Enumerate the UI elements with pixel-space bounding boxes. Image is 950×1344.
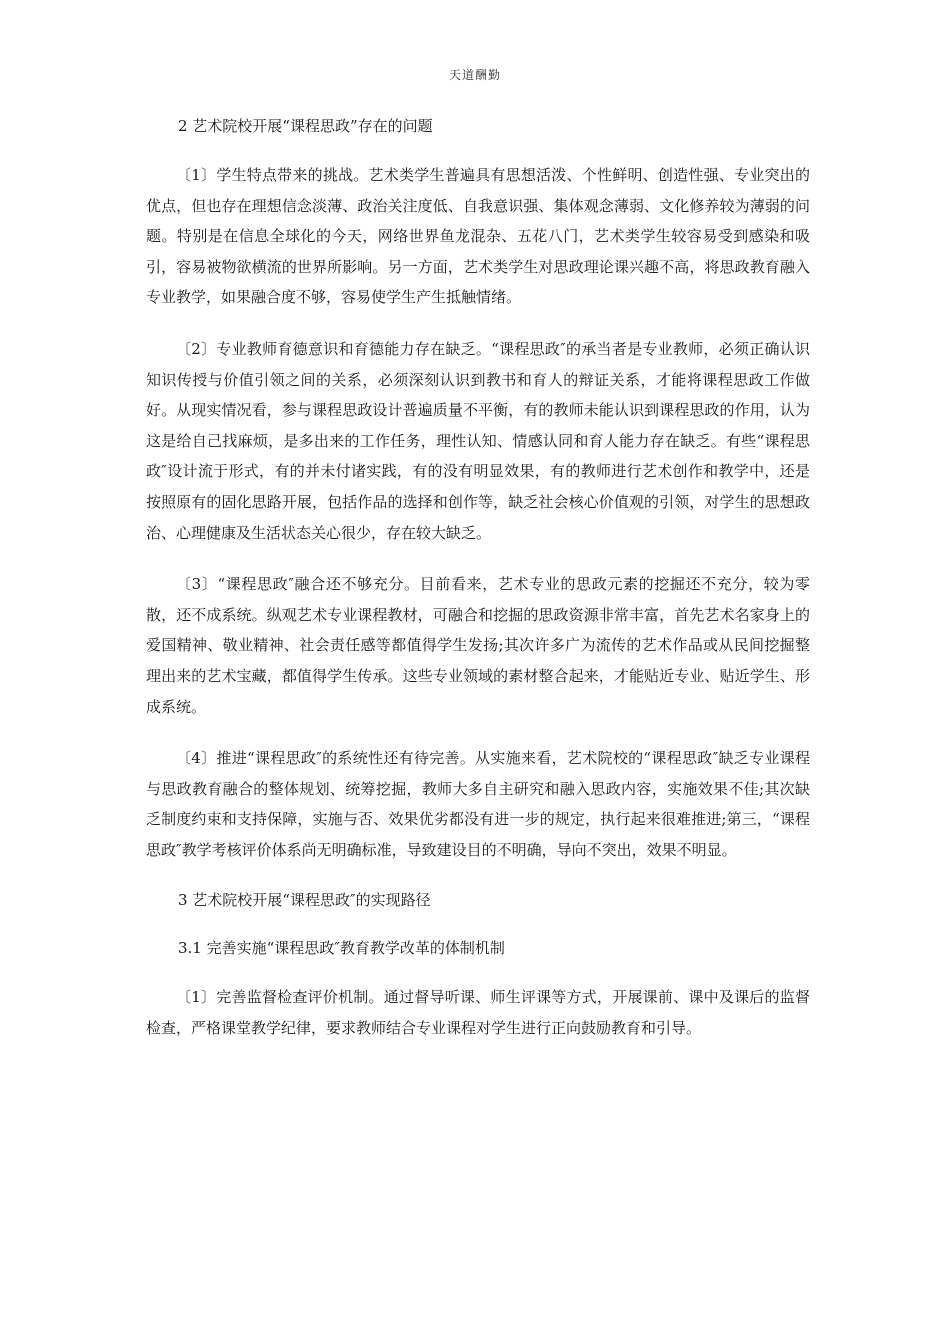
subsection-heading-3-1: 3.1 完善实施“课程思政″教育教学改革的体制机制 <box>178 939 505 958</box>
section-heading-2: 2 艺术院校开展“课程思政”存在的问题 <box>178 117 433 135</box>
paragraph-integration: 〔3〕“课程思政″融合还不够充分。目前看来，艺术专业的思政元素的挖掘还不充分，较为零散，还不成系统。纵观艺术专业课程教材，可融合和挖掘的思政资源非常丰富，首先艺术名家身上的爱国精神、敬业精神、社会责任感等都值得学生发扬;其次许多广为流传的艺术作品或从民间挖掘整理出来的艺术宝藏，都值得学生传承。这些专业领域的素材整合起来，才能贴近专业、贴近学生、形成系统。 <box>146 575 810 716</box>
paragraph-teacher-capability: 〔2〕专业教师育德意识和育德能力存在缺乏。“课程思政″的承当者是专业教师，必须正确认识知识传授与价值引领之间的关系，必须深刻认识到教书和育人的辩证关系，才能将课程思政工作做好。从现实情况看，参与课程思政设计普遍质量不平衡，有的教师未能认识到课程思政的作用，认为这是给自己找麻烦，是多出来的工作任务，理性认知、情感认同和育人能力存在缺乏。有些“课程思政″设计流于形式，有的并未付诸实践，有的没有明显效果，有的教师进行艺术创作和教学中，还是按照原有的固化思路开展，包括作品的选择和创作等，缺乏社会核心价值观的引领，对学生的思想政治、心理健康及生活状态关心很少，存在较大缺乏。 <box>146 339 810 542</box>
section-heading-3: 3 艺术院校开展“课程思政″的实现路径 <box>178 891 431 910</box>
paragraph-supervision: 〔1〕完善监督检查评价机制。通过督导听课、师生评课等方式，开展课前、课中及课后的监督检查，严格课堂教学纪律，要求教师结合专业课程对学生进行正向鼓励教育和引导。 <box>146 988 810 1038</box>
paragraph-systematic: 〔4〕推进“课程思政″的系统性还有待完善。从实施来看，艺术院校的“课程思政″缺乏专业课程与思政教育融合的整体规划、统筹挖掘，教师大多自主研究和融入思政内容，实施效果不佳;其次缺乏制度约束和支持保障，实施与否、效果优劣都没有进一步的规定，执行起来很难推进;第三，“课程思政″教学考核评价体系尚无明确标准，导致建设目的不明确，导向不突出，效果不明显。 <box>146 749 810 859</box>
paragraph-student-challenges: 〔1〕学生特点带来的挑战。艺术类学生普遍具有思想活泼、个性鲜明、创造性强、专业突出的优点，但也存在理想信念淡薄、政治关注度低、自我意识强、集体观念薄弱、文化修养较为薄弱的问题。特别是在信息全球化的今天，网络世界鱼龙混杂、五花八门，艺术类学生较容易受到感染和吸引，容易被物欲横流的世界所影响。另一方面，艺术类学生对思政理论课兴趣不高，将思政教育融入专业教学，如果融合度不够，容易使学生产生抵触情绪。 <box>146 166 810 307</box>
page-header: 天道酬勤 <box>448 68 501 82</box>
document-body <box>146 112 810 1065</box>
